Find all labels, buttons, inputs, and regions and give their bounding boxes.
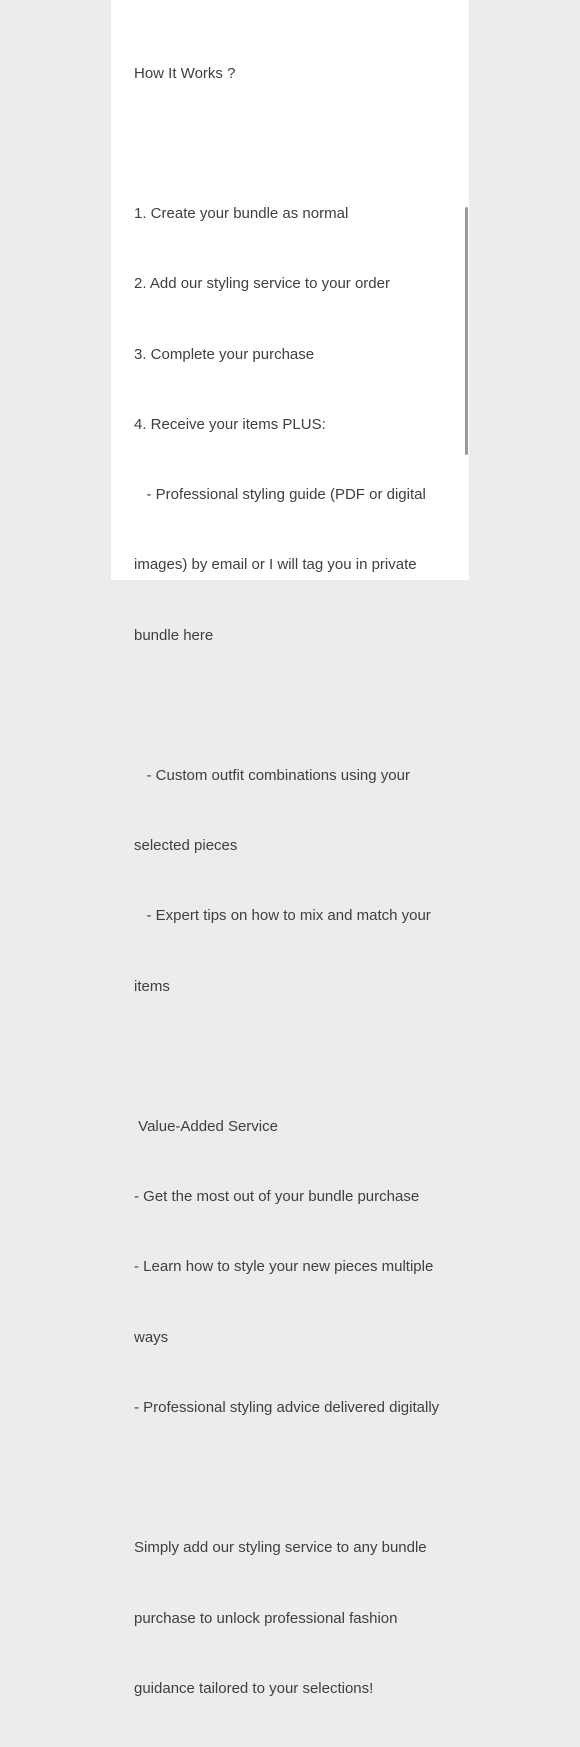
text-line: - Expert tips on how to mix and match your	[134, 907, 431, 925]
text-line: 3. Complete your purchase	[134, 345, 315, 363]
text-line: - Learn how to style your new pieces multiple	[134, 1258, 434, 1276]
text-line: 4. Receive your items PLUS:	[134, 415, 326, 433]
text-line: 1. Create your bundle as normal	[134, 205, 349, 223]
text-line	[134, 1045, 459, 1068]
text-line: - Custom outfit combinations using your	[134, 766, 410, 784]
text-line: selected pieces	[134, 837, 238, 855]
text-line: - Professional styling advice delivered digitally	[134, 1398, 440, 1416]
text-line	[134, 694, 459, 717]
text-line: guidance tailored to your selections!	[134, 1679, 374, 1697]
text-line	[134, 132, 459, 155]
text-line: How It Works ?	[134, 64, 236, 82]
text-line: 2. Add our styling service to your order	[134, 275, 390, 293]
text-line: - Professional styling guide (PDF or digital	[134, 486, 426, 504]
text-line: Value-Added Service	[134, 1118, 278, 1136]
text-line: Simply add our styling service to any bundle	[134, 1539, 427, 1557]
text-line: - Get the most out of your bundle purchase	[134, 1188, 420, 1206]
description-panel[interactable]	[111, 0, 469, 1697]
text-line	[134, 1466, 459, 1489]
text-line: images) by email or I will tag you in private	[134, 556, 417, 574]
scrollbar-thumb[interactable]	[465, 207, 468, 455]
text-line: items	[134, 977, 170, 995]
text-line: bundle here	[134, 626, 214, 644]
text-line: ways	[134, 1328, 169, 1346]
description-text	[134, 15, 459, 1747]
text-line: purchase to unlock professional fashion	[134, 1609, 398, 1627]
